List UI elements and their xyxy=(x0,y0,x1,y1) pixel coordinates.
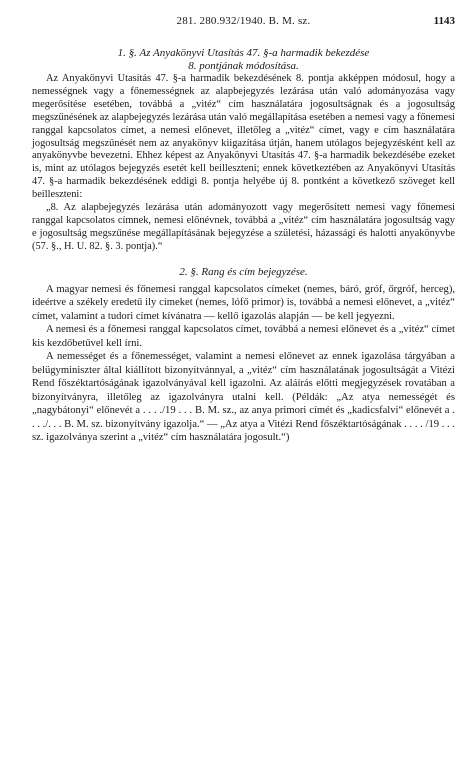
page-number: 1143 xyxy=(433,15,455,27)
section-1-paragraph: Az Anyakönyvi Utasítás 47. §-a harmadik bekezdésének 8. pontja akképpen módosul, hogy a nemességnek vagy a főnemességnek az alapbejegyzés lezárása után való adományozása vagy megerősítése esetében, továbbá a „vitéz“ cím használatára jogosultságnak és a jogosultság megszűnésének az alapbejegyzés lezárása után való megállapítása esetében a nemesi vagy a főnemesi ranggal kapcsolatos címet, a nemesi előnevet, illetőleg a „vitéz“ címet, vagy e cím használatára jogosultság megszűnését nem az anyakönyv kiigazítása útján, hanem utólagos bejegyzésként kell az anyakönyvbe bevezetni. Ehhez képest az Anyakönyvi Utasítás 47. §-a harmadik bekezdésébe ezeket is, mint az utólagos bejegyzés esetét kell beilleszteni; ennek következtében az Anyakönyvi Utasítás 47. §-a harmadik bekezdésének eddigi 8. pontja helyébe új 8. pontként a következő szöveget kell beilleszteni: xyxy=(32,73,455,201)
section-2-paragraph: A nemességet és a főnemességet, valamint a nemesi előnevet az ennek igazolása tárgyában a belügyminiszter által kiállított bizonyítvánnyal, a „vitéz“ cím használatának jogosultságát a Vitézi Rend főszéktartóságának igazolványával kell igazolni. Az aláírás előtti megjegyzések rovatában a bizonyítványra, illetőleg az igazolványra utalni kell. (Példák: „Az atya nemességét és „nagybátonyi“ előnevét a . . . ./19 . . . B. M. sz., az anya primori címét és „kadicsfalvi“ előnevét a . . . ./. . . B. M. sz. bizonyítvány igazolja.“ — „Az atya a Vitézi Rend főszéktartóságának . . . . /19 . . . sz. igazolványa szerint a „vitéz“ cím használatára jogosult.“) xyxy=(32,351,455,444)
section-2-title: 2. §. Rang és cím bejegyzése. xyxy=(179,265,308,278)
section-2-paragraph: A nemesi és a főnemesi ranggal kapcsolatos címet, továbbá a nemesi előnevet és a „vitéz“ címet kis kezdőbetűvel kell írni. xyxy=(32,324,455,349)
section-2-body xyxy=(32,283,455,445)
running-header xyxy=(32,13,455,31)
section-2-paragraph: A magyar nemesi és főnemesi ranggal kapcsolatos címeket (nemes, báró, gróf, őrgróf, herceg), ideértve a székely eredetű ily címeket (nemes, lófő primor) is, továbbá a nemesi előnevet, a „vitéz“ címet, valamint a tudori címet kívánatra — kellő igazolás alapján — be kell jegyezni. xyxy=(32,283,455,322)
section-1-quoted-amendment: „8. Az alapbejegyzés lezárása után adományozott vagy megerősített nemesi vagy főnemesi ranggal kapcsolatos címnek, nemesi előnévnek, továbbá a „vitéz“ cím használatára jogosultság vagy e jogosultság megszűnése megállapításának bejegyzése a születési, házassági és halotti anyakönyvbe (57. §., H. U. 82. §. 3. pontja).“ xyxy=(32,202,455,252)
section-1-title-line-1: 1. §. Az Anyakönyvi Utasítás 47. §-a harmadik bekezdése xyxy=(117,47,370,59)
decree-reference: 281. 280.932/1940. B. M. sz. xyxy=(176,15,311,27)
section-1-title xyxy=(32,47,455,73)
section-1-title-line-2: 8. pontjának módosítása. xyxy=(188,60,299,72)
